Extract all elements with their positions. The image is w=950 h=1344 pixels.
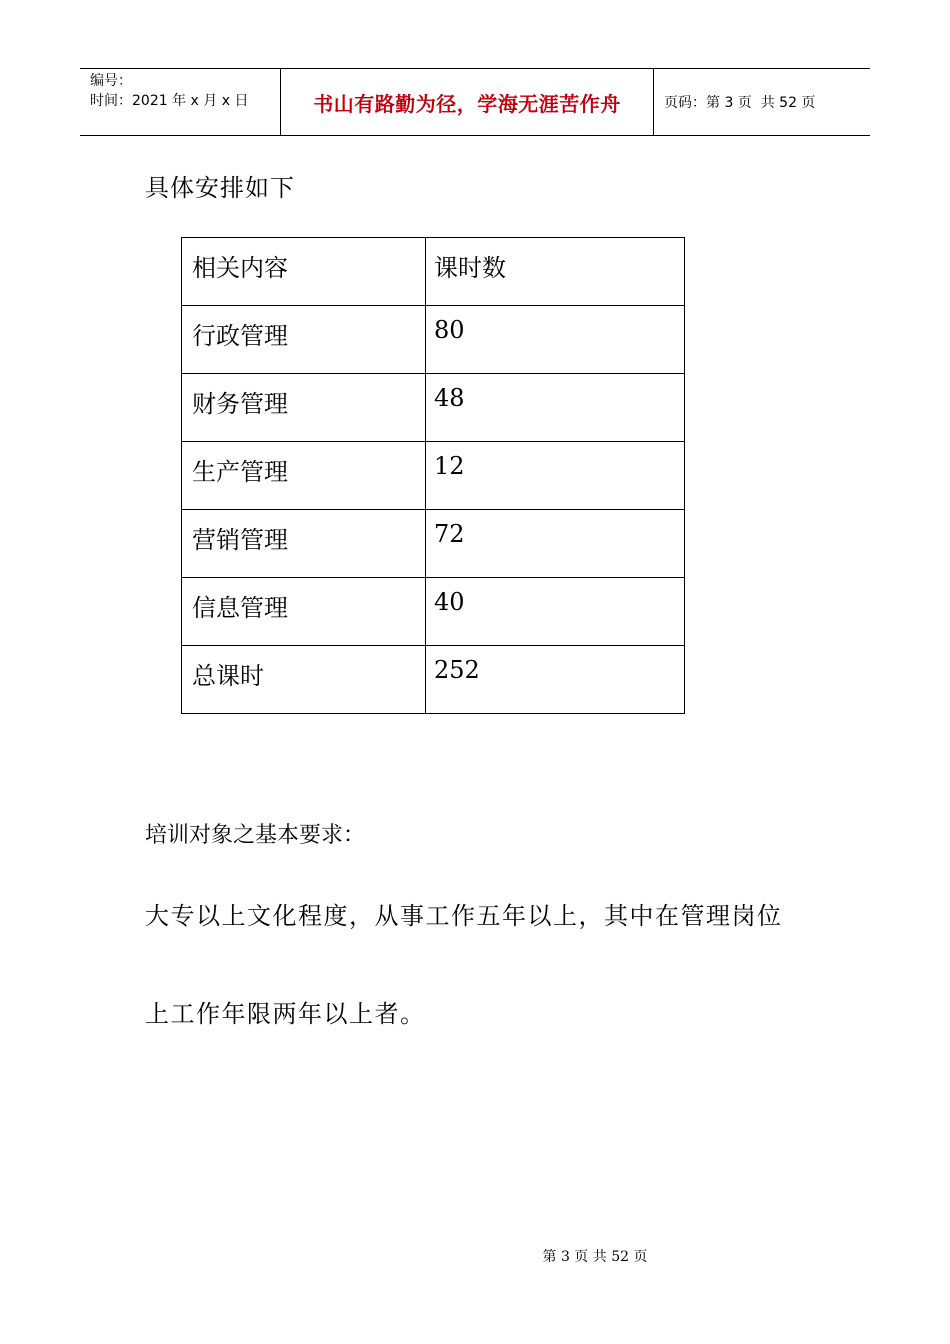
table-cell-subject: 生产管理 bbox=[182, 442, 426, 510]
table-cell-hours: 72 bbox=[426, 510, 685, 578]
serial-label: 编号： bbox=[90, 73, 132, 89]
page-header bbox=[80, 68, 870, 136]
requirements-heading: 培训对象之基本要求： bbox=[145, 823, 366, 848]
table-row-total bbox=[182, 646, 685, 714]
header-motto: 书山有路勤为径，学海无涯苦作舟 bbox=[281, 69, 654, 135]
intro-text: 具体安排如下 bbox=[145, 174, 295, 202]
table-cell-subject: 营销管理 bbox=[182, 510, 426, 578]
table-cell-hours: 252 bbox=[426, 646, 685, 714]
table-row bbox=[182, 510, 685, 578]
table-cell-hours: 48 bbox=[426, 374, 685, 442]
table-cell-subject: 财务管理 bbox=[182, 374, 426, 442]
table-header-row bbox=[182, 238, 685, 306]
table-cell-subject: 行政管理 bbox=[182, 306, 426, 374]
header-page-info: 页码：第 3 页 共 52 页 bbox=[664, 95, 816, 111]
table-cell-hours: 40 bbox=[426, 578, 685, 646]
header-meta bbox=[80, 69, 281, 135]
table-cell-subject: 总课时 bbox=[182, 646, 426, 714]
table-row bbox=[182, 578, 685, 646]
table-cell-hours: 80 bbox=[426, 306, 685, 374]
table-row bbox=[182, 374, 685, 442]
course-hours-table bbox=[181, 237, 685, 714]
table-header-cell: 课时数 bbox=[426, 238, 685, 306]
table-row bbox=[182, 306, 685, 374]
table-cell-subject: 信息管理 bbox=[182, 578, 426, 646]
table-cell-hours: 12 bbox=[426, 442, 685, 510]
requirements-line: 上工作年限两年以上者。 bbox=[145, 1000, 426, 1028]
page-footer: 第 3 页 共 52 页 bbox=[542, 1249, 648, 1265]
table-row bbox=[182, 442, 685, 510]
table-header-cell: 相关内容 bbox=[182, 238, 426, 306]
time-label: 时间：2021 年 x 月 x 日 bbox=[90, 93, 249, 109]
requirements-line: 大专以上文化程度，从事工作五年以上，其中在管理岗位 bbox=[145, 902, 783, 930]
